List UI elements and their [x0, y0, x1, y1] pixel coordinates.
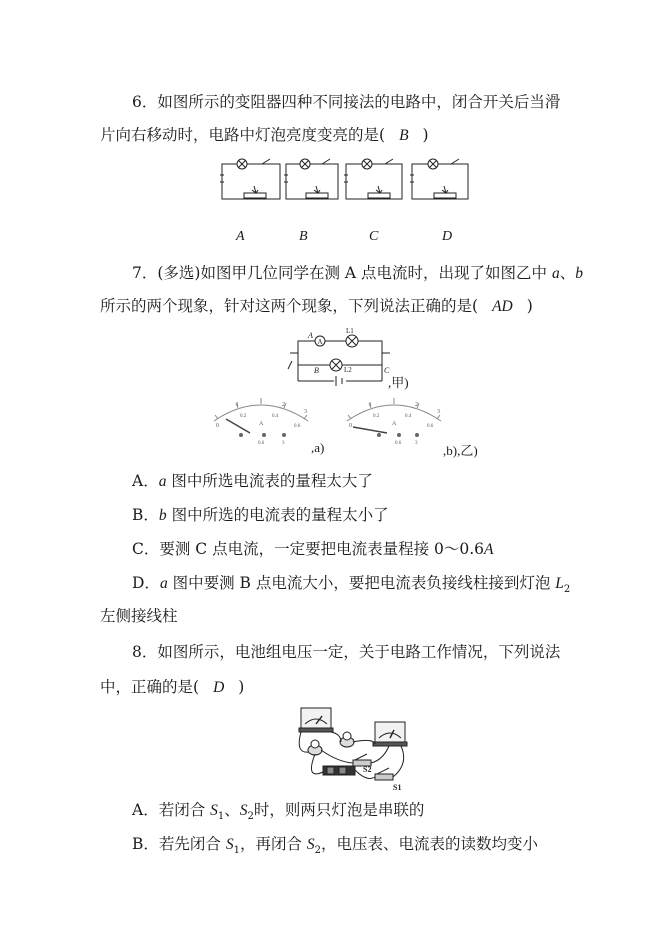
q7-line1-sep: 、: [559, 264, 576, 282]
q7-option-d-text: 图中要测 B 点电流大小，要把电流表负接线柱接到灯泡: [167, 574, 556, 592]
q7-var-b: b: [575, 265, 583, 282]
q8-bulb-2: [343, 732, 351, 740]
q6-line2-close: ): [422, 126, 429, 144]
q7-meter-a-terminal-3: 3: [282, 441, 285, 446]
q8-option-a-sep: 、: [224, 801, 240, 819]
q8-option-b-text2: ，再闭合: [239, 835, 307, 853]
q7-meter-b-terminal-3: 3: [415, 441, 418, 446]
q7-meter-a-sub-2: 0.6: [294, 424, 301, 429]
q8-option-a-s2-sub: 2: [247, 811, 254, 823]
q7-option-d-line2: 左侧接线柱: [100, 607, 178, 625]
q8-option-a-text1: 若闭合: [158, 801, 211, 819]
q8-option-a-s1-sub: 1: [217, 811, 225, 823]
q7-line1-text: 7．(多选)如图甲几位同学在测 A 点电流时，出现了如图乙中: [132, 264, 552, 282]
q8-line2-text: 中，正确的是(: [100, 678, 200, 696]
q8-switch-s1-label: S1: [393, 783, 402, 792]
q7-circuit-jia: [280, 325, 400, 385]
q6-caption-b: B: [299, 229, 308, 244]
q8-answer: D: [213, 679, 225, 696]
q8-circuit-figure: [293, 704, 413, 799]
q7-fig-jia-label: ,甲): [388, 375, 409, 390]
q7-circuit-label-L2: L2: [344, 366, 352, 374]
q8-line1: 8．如图所示，电池组电压一定，关于电路工作情况，下列说法: [132, 643, 561, 661]
q7-option-d-prefix: D．: [132, 574, 160, 592]
q7-option-d-lamp: L: [555, 575, 564, 592]
q7-circuit-label-A: A: [308, 331, 313, 340]
q8-option-a-s1: S: [210, 802, 218, 819]
q7-ammeter-a: [206, 393, 316, 445]
q7-meter-a-tick-1: 1: [236, 402, 239, 408]
q7-meter-a-tick-0: 0: [216, 423, 219, 429]
q7-answer: AD: [492, 298, 513, 315]
q7-meter-b-tick-1: 1: [369, 402, 372, 408]
q7-option-b-text: 图中所选的电流表的量程太小了: [166, 506, 389, 524]
q7-option-c-text: 要测 C 点电流，一定要把电流表量程接 0～0.6: [159, 540, 485, 558]
q7-var-a: a: [551, 265, 560, 282]
q7-circuit-ammeter-symbol: A: [317, 338, 323, 346]
q7-meter-b-tick-3: 3: [437, 409, 440, 415]
q7-option-b: [132, 505, 389, 526]
q7-option-c-prefix: C．: [132, 540, 160, 558]
q7-meter-a-tick-2: 2: [282, 402, 285, 408]
q6-circuit-b: [284, 159, 338, 199]
q7-option-b-prefix: B．: [132, 506, 159, 524]
q7-circuit-label-C: C: [384, 366, 390, 375]
q6-caption-a: A: [236, 229, 245, 244]
q6-caption-d: D: [442, 229, 453, 244]
q7-fig-a-label: ,a): [311, 440, 325, 455]
q8-option-b-s1: S: [225, 836, 234, 853]
q6-circuit-d: [410, 159, 468, 199]
q8-option-a-prefix: A．: [132, 801, 159, 819]
q6-circuit-a: [220, 159, 280, 199]
q7-line2: [100, 296, 533, 317]
q8-line2: [100, 677, 244, 698]
q7-meter-a-tick-3: 3: [304, 409, 307, 415]
q6-circuit-c: [344, 159, 402, 199]
q8-option-b-s1-sub: 1: [233, 845, 240, 857]
q7-option-c: [132, 539, 494, 560]
q7-option-a-var: a: [158, 473, 167, 490]
q7-meter-b-sub-2: 0.6: [427, 424, 434, 429]
q7-option-a-prefix: A．: [132, 472, 159, 490]
q8-option-b-text1: 若先闭合: [158, 835, 226, 853]
q7-option-d-lamp-sub: 2: [563, 584, 571, 596]
q6-circuits-figure: [0, 155, 661, 215]
q6-line2-text: 片向右移动时，电路中灯泡亮度变亮的是(: [100, 126, 386, 144]
q7-meter-b-terminal-06: 0.6: [395, 441, 402, 446]
q7-option-a: [132, 471, 373, 492]
q7-option-d: [132, 573, 570, 600]
q7-meter-b-sub-0: 0.2: [373, 414, 380, 419]
q7-line2-close: ): [526, 297, 533, 315]
q6-answer: B: [399, 127, 409, 144]
q7-meter-a-sub-1: 0.4: [272, 414, 279, 419]
q6-line2: [100, 125, 429, 146]
q7-option-b-var: b: [158, 507, 167, 524]
q8-option-a-text2: 时，则两只灯泡是串联的: [253, 801, 425, 819]
q7-meter-b-tick-0: 0: [349, 423, 352, 429]
q8-option-a: [132, 800, 424, 827]
q7-fig-b-label: ,b),乙): [443, 443, 478, 458]
q8-option-b-s2-sub: 2: [314, 845, 322, 857]
q6-line1: 6．如图所示的变阻器四种不同接法的电路中，闭合开关后当滑: [132, 93, 561, 111]
q8-option-b: [132, 834, 538, 861]
q7-circuit-label-L1: L1: [346, 327, 354, 335]
q8-option-b-s2: S: [306, 836, 315, 853]
q7-meter-b-unit: A: [392, 421, 397, 427]
q8-option-a-s2: S: [239, 802, 248, 819]
q7-circuit-label-B: B: [314, 366, 319, 375]
q7-option-a-text: 图中所选电流表的量程太大了: [166, 472, 373, 490]
q7-meter-b-tick-2: 2: [415, 402, 418, 408]
q7-meter-b-sub-1: 0.4: [405, 414, 412, 419]
q7-line1: [132, 263, 583, 284]
q8-switch-s2-label: S2: [363, 765, 372, 774]
q8-line2-close: ): [238, 678, 245, 696]
q7-option-c-unit: A: [484, 541, 494, 558]
q7-ammeter-b: [339, 393, 449, 445]
q7-option-d-var: a: [159, 575, 168, 592]
q7-meter-a-sub-0: 0.2: [240, 414, 247, 419]
q7-meter-a-unit: A: [259, 421, 264, 427]
q7-line2-text: 所示的两个现象，针对这两个现象，下列说法正确的是(: [100, 297, 479, 315]
q8-option-b-text3: ，电压表、电流表的读数均变小: [321, 835, 539, 853]
q6-caption-c: C: [369, 229, 379, 244]
q8-option-b-prefix: B．: [132, 835, 159, 853]
q8-switch-s1: [375, 774, 393, 780]
q7-meter-a-terminal-06: 0.6: [258, 441, 265, 446]
q8-bulb-1: [311, 740, 319, 748]
